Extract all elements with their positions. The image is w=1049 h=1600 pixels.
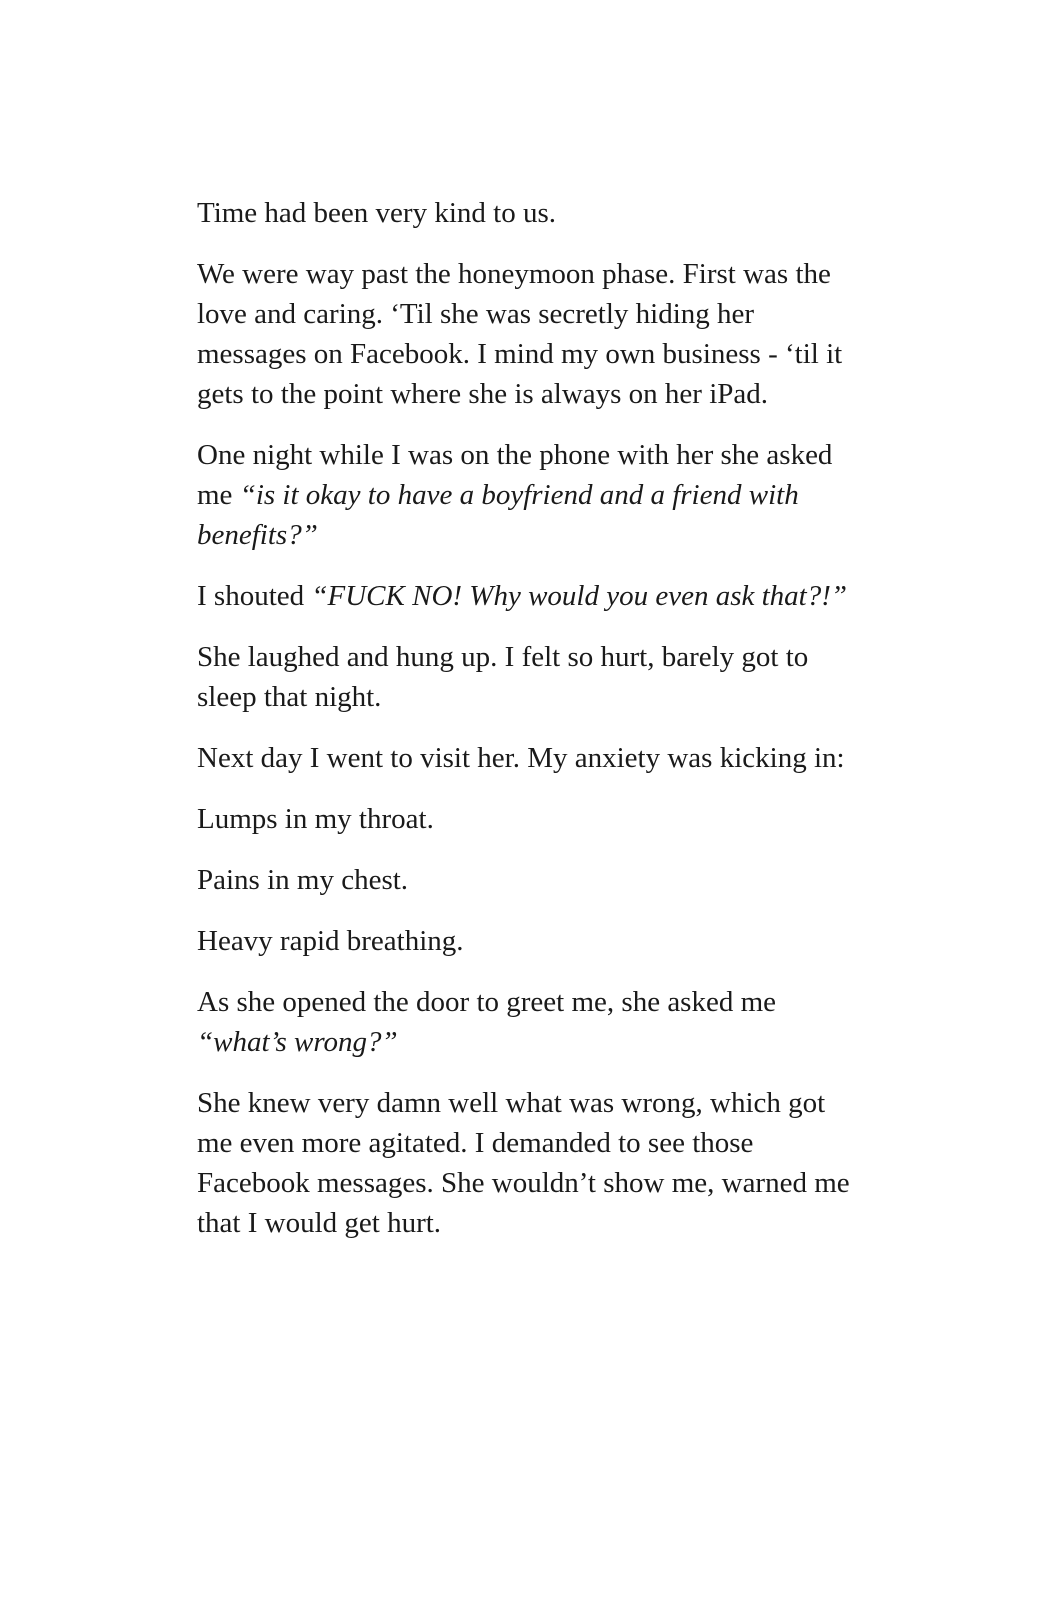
paragraph-text: I shouted	[197, 580, 312, 612]
paragraph-phone-call	[197, 435, 857, 555]
paragraph-breathing	[197, 921, 857, 961]
paragraph-text: Time had been very kind to us.	[197, 197, 556, 229]
paragraph-text: We were way past the honeymoon phase. First was the love and caring. ‘Til she was secretly hiding her messages on Facebook. I mind my own business - ‘til it gets to the point where she is always on her iPad.	[197, 258, 843, 410]
paragraph-text: Lumps in my throat.	[197, 803, 434, 835]
paragraph-hung-up	[197, 637, 857, 717]
quoted-whats-wrong: “what’s wrong?”	[197, 1026, 398, 1058]
paragraph-pains	[197, 860, 857, 900]
paragraph-text: She laughed and hung up. I felt so hurt, barely got to sleep that night.	[197, 641, 809, 713]
paragraph-text: One night while I was on the phone with her she asked me	[197, 439, 833, 511]
paragraph-text: As she opened the door to greet me, she asked me	[197, 986, 777, 1018]
paragraph-honeymoon	[197, 254, 857, 414]
paragraph-time-kind	[197, 193, 857, 233]
paragraph-knew	[197, 1083, 857, 1243]
paragraph-shouted	[197, 576, 857, 616]
paragraph-text: Pains in my chest.	[197, 864, 409, 896]
paragraph-lumps	[197, 799, 857, 839]
quoted-shout: “FUCK NO! Why would you even ask that?!”	[311, 580, 848, 612]
paragraph-door	[197, 982, 857, 1062]
paragraph-text: She knew very damn well what was wrong, which got me even more agitated. I demanded to see those Facebook messages. She wouldn’t show me, warned me that I would get hurt.	[197, 1087, 850, 1239]
page-body	[197, 193, 857, 1264]
paragraph-text: Next day I went to visit her. My anxiety was kicking in:	[197, 742, 845, 774]
paragraph-next-day	[197, 738, 857, 778]
quoted-question: “is it okay to have a boyfriend and a friend with benefits?”	[197, 479, 799, 551]
paragraph-text: Heavy rapid breathing.	[197, 925, 464, 957]
